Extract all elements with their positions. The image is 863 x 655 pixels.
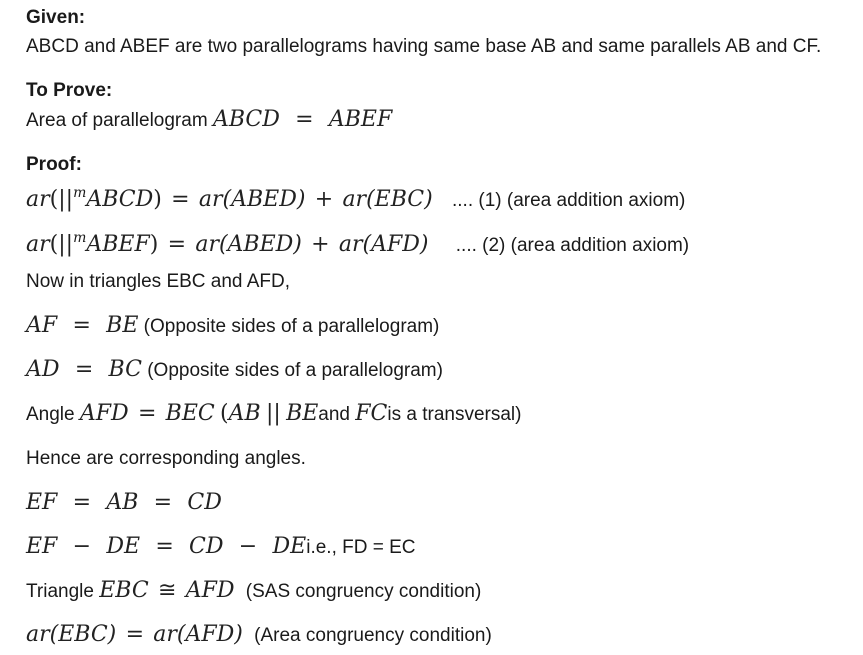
step5-ab: AB bbox=[228, 401, 261, 426]
to-prove-prefix: Area of parallelogram bbox=[26, 110, 213, 131]
step2-plus: + bbox=[311, 232, 330, 257]
step1-open: (|| bbox=[49, 187, 74, 212]
step4-lhs: AD bbox=[26, 357, 60, 382]
step3-lhs: AF bbox=[26, 313, 58, 338]
step5-eq: = bbox=[137, 401, 157, 426]
proof-step-3 bbox=[26, 313, 439, 340]
step9-note: (Area congruency condition) bbox=[254, 625, 492, 646]
step1-term2: ar(EBC) bbox=[342, 187, 433, 212]
step2-term1: ar(ABED) bbox=[195, 232, 302, 257]
to-prove-heading: To Prove: bbox=[26, 80, 113, 101]
step5-and: and bbox=[318, 404, 356, 425]
step4-rhs: BC bbox=[108, 357, 142, 382]
step2-close: ) bbox=[149, 232, 159, 257]
step2-sup: m bbox=[73, 230, 87, 246]
step7-minus2: − bbox=[238, 534, 258, 559]
triangles-line: Now in triangles EBC and AFD, bbox=[26, 271, 291, 292]
step4-eq: = bbox=[74, 357, 94, 382]
step1-plus: + bbox=[314, 187, 334, 212]
step3-note: (Opposite sides of a parallelogram) bbox=[143, 316, 440, 337]
step9-eq: = bbox=[125, 622, 144, 647]
given-text: ABCD and ABEF are two parallelograms having same base AB and same parallels AB and CF. bbox=[26, 36, 822, 57]
step7-d: DE bbox=[272, 534, 307, 559]
step2-note: .... (2) (area addition axiom) bbox=[455, 235, 690, 256]
step1-sup: m bbox=[73, 185, 87, 201]
step1-ar: ar bbox=[26, 187, 50, 212]
step1-term1: ar(ABED) bbox=[198, 187, 306, 212]
step1-eq: = bbox=[171, 187, 190, 212]
step5-be: BE bbox=[286, 401, 319, 426]
step8-rhs: AFD bbox=[185, 578, 235, 603]
hence-line: Hence are corresponding angles. bbox=[26, 448, 306, 469]
given-heading: Given: bbox=[26, 7, 86, 28]
step3-rhs: BE bbox=[106, 313, 139, 338]
step5-parallel: || bbox=[265, 401, 281, 426]
step7-c: CD bbox=[189, 534, 224, 559]
to-prove-statement bbox=[26, 107, 392, 134]
step9-lhs: ar(EBC) bbox=[26, 622, 117, 647]
step6-b: AB bbox=[106, 490, 139, 515]
step8-lhs: EBC bbox=[99, 578, 149, 603]
to-prove-rhs: ABEF bbox=[328, 107, 393, 132]
step1-close: ) bbox=[153, 187, 162, 212]
step6-c: CD bbox=[187, 490, 222, 515]
proof-step-9 bbox=[26, 622, 492, 649]
step2-ar: ar bbox=[26, 232, 50, 257]
step7-a: EF bbox=[26, 534, 58, 559]
step8-prefix: Triangle bbox=[26, 581, 100, 602]
step5-rhs: BEC bbox=[165, 401, 215, 426]
step5-paren-open: ( bbox=[220, 401, 229, 426]
step8-cong: ≅ bbox=[157, 578, 177, 603]
to-prove-eq: = bbox=[295, 107, 314, 132]
proof-step-6 bbox=[26, 490, 222, 517]
proof-step-8 bbox=[26, 578, 481, 605]
step6-eq2: = bbox=[153, 490, 173, 515]
step5-lhs: AFD bbox=[79, 401, 129, 426]
proof-step-5 bbox=[26, 401, 522, 428]
step8-note: (SAS congruency condition) bbox=[245, 581, 482, 602]
step2-lhs: ABEF bbox=[86, 232, 150, 257]
step5-suffix: is a transversal) bbox=[387, 404, 522, 425]
step9-rhs: ar(AFD) bbox=[153, 622, 243, 647]
proof-step-1 bbox=[26, 180, 685, 214]
step2-open: (|| bbox=[49, 232, 74, 257]
step4-note: (Opposite sides of a parallelogram) bbox=[147, 360, 443, 381]
step2-term2: ar(AFD) bbox=[338, 232, 429, 257]
step3-eq: = bbox=[72, 313, 91, 338]
step5-fc: FC bbox=[355, 401, 388, 426]
step7-minus1: − bbox=[72, 534, 92, 559]
step7-note: i.e., FD = EC bbox=[306, 537, 416, 558]
step5-prefix: Angle bbox=[26, 404, 80, 425]
step6-eq1: = bbox=[72, 490, 92, 515]
to-prove-lhs: ABCD bbox=[212, 107, 280, 132]
step1-note: .... (1) (area addition axiom) bbox=[452, 190, 686, 211]
proof-step-4 bbox=[26, 357, 443, 384]
proof-heading: Proof: bbox=[26, 154, 82, 175]
proof-step-2 bbox=[26, 225, 689, 259]
step2-eq: = bbox=[167, 232, 187, 257]
step6-a: EF bbox=[26, 490, 58, 515]
step7-eq: = bbox=[155, 534, 174, 559]
step7-b: DE bbox=[106, 534, 141, 559]
step1-lhs: ABCD bbox=[86, 187, 154, 212]
proof-step-7 bbox=[26, 534, 416, 561]
